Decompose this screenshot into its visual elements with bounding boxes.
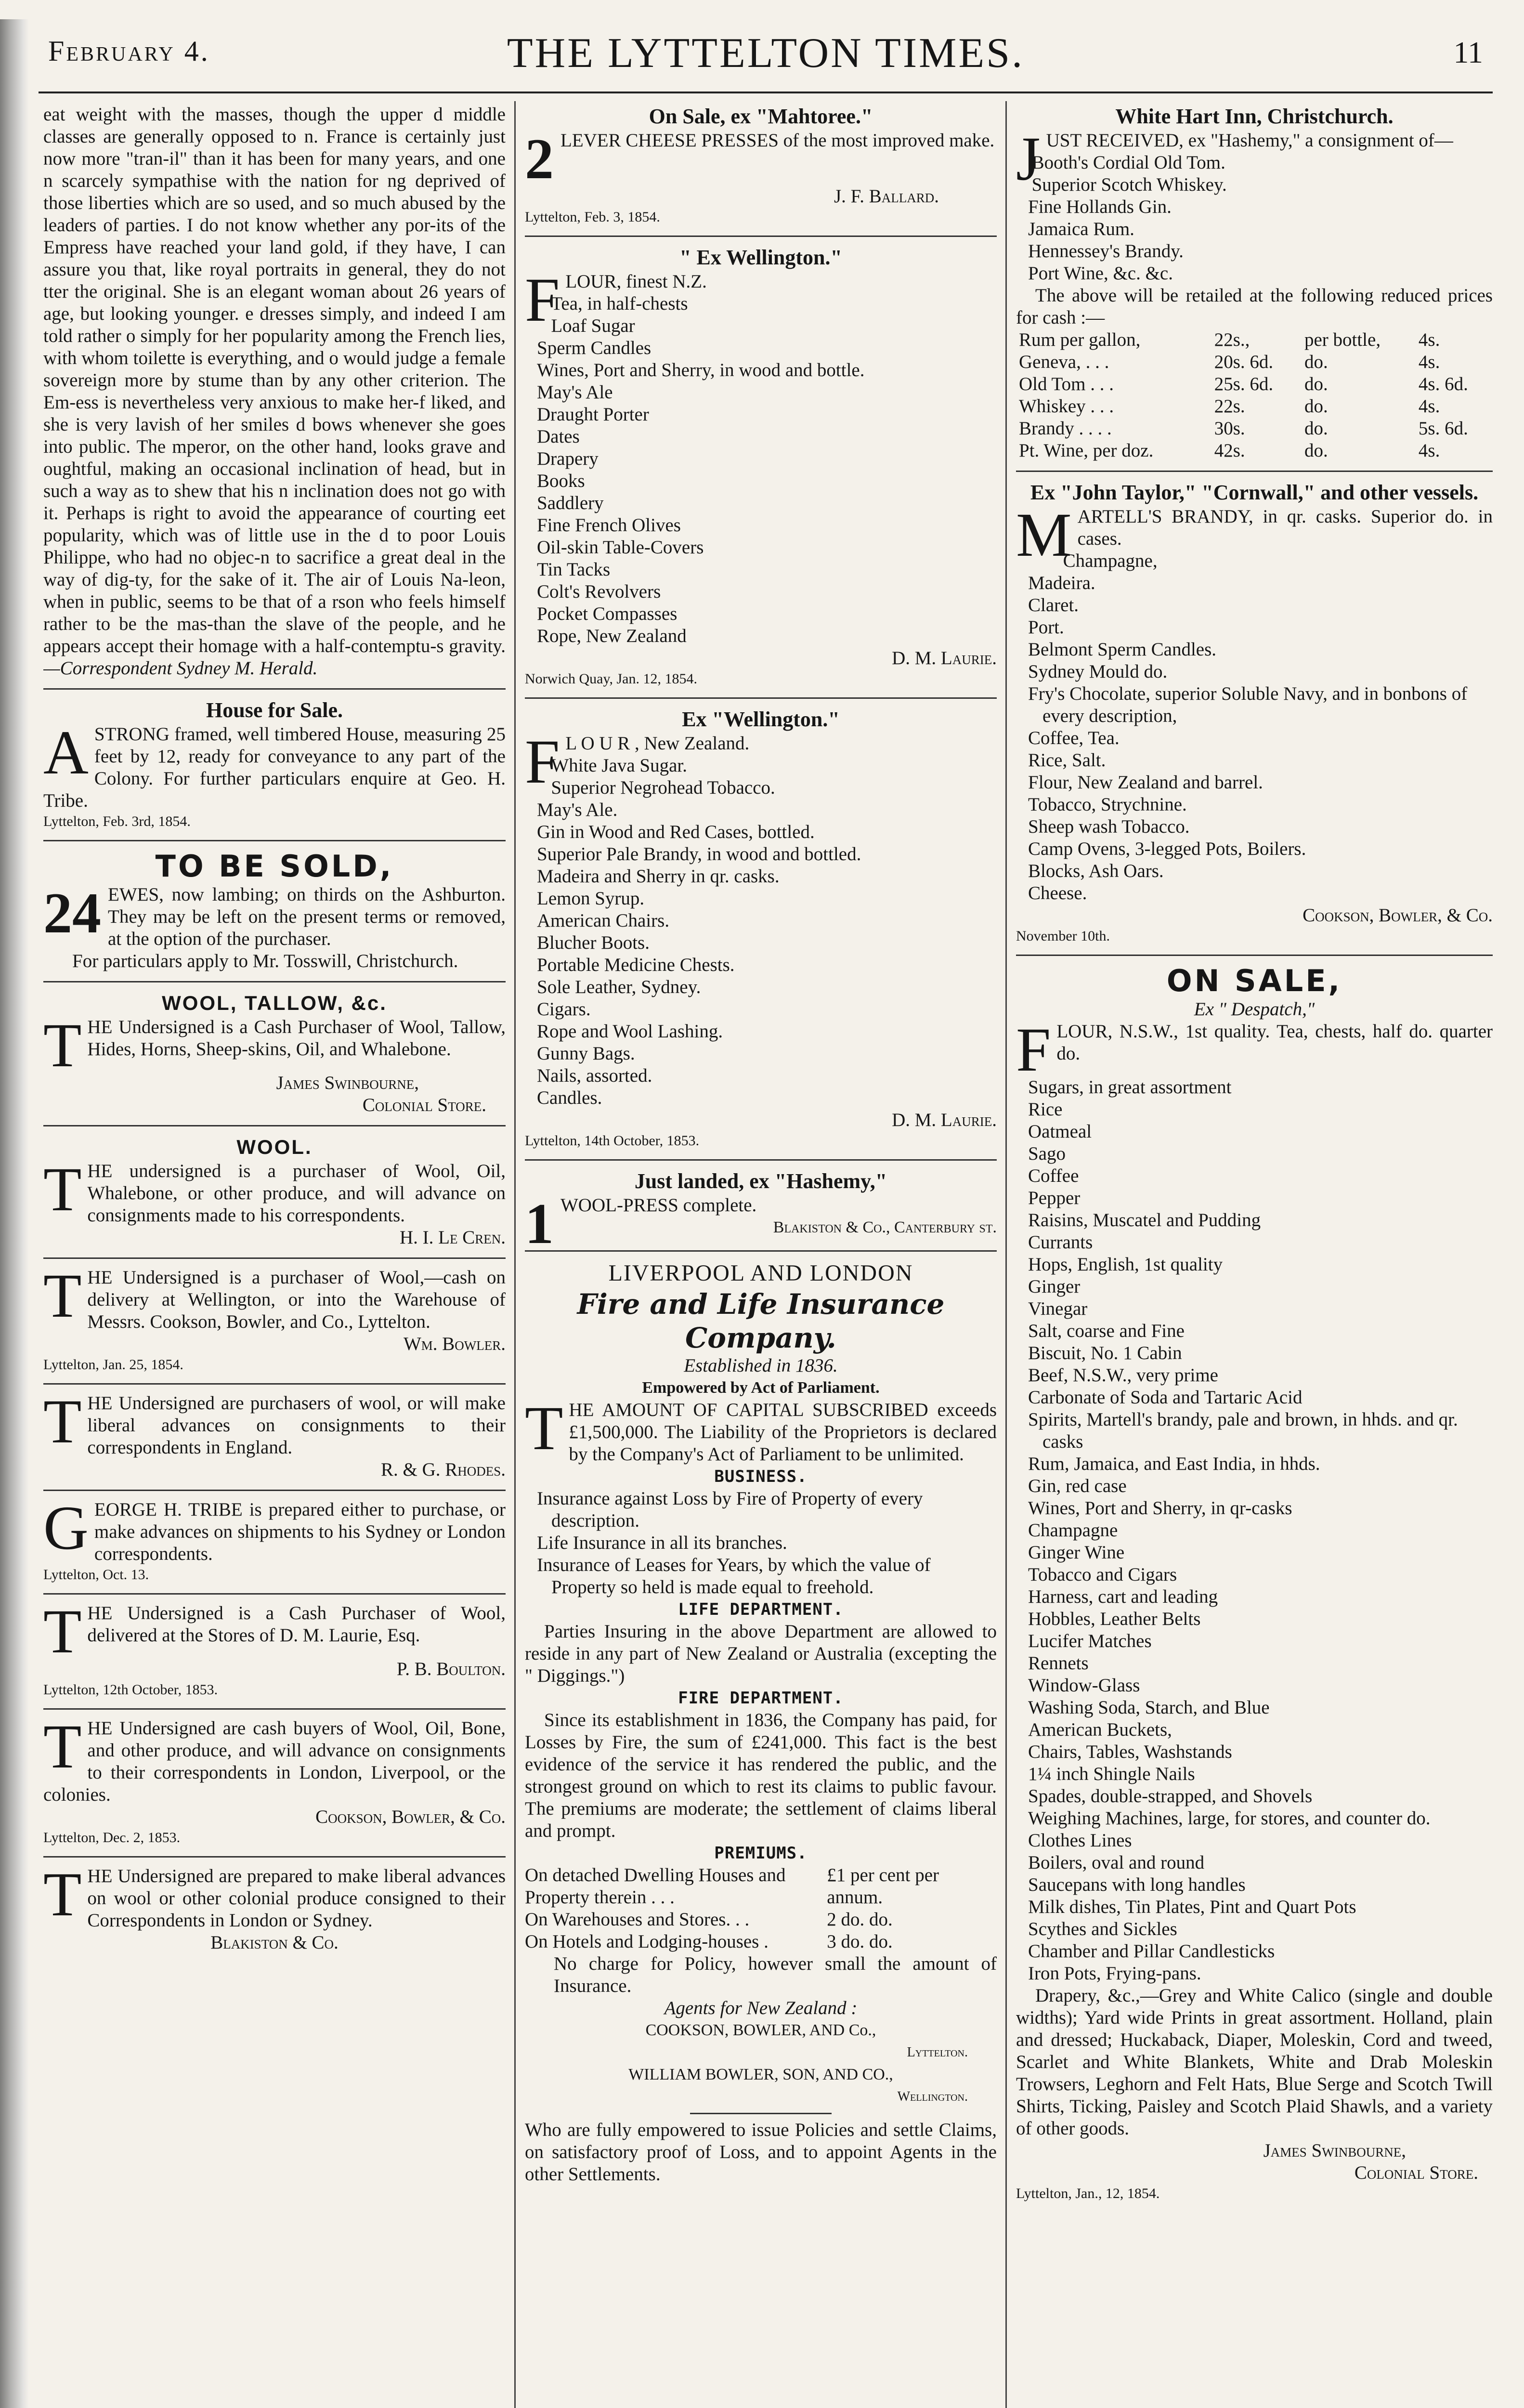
ad-signature: D. M. Laurie. <box>892 648 997 668</box>
list-item: May's Ale. <box>537 799 618 820</box>
divider <box>43 688 506 690</box>
item-list <box>525 1488 997 1598</box>
ad-heading: " Ex Wellington." <box>679 246 842 269</box>
list-item: Blucher Boots. <box>537 932 650 953</box>
list-item: Currants <box>1028 1232 1093 1253</box>
ad-heading: ON SALE, <box>1166 963 1342 998</box>
list-item: Boilers, oval and round <box>1028 1852 1205 1873</box>
page-number: 11 <box>1453 35 1483 69</box>
drop-cap: T <box>43 1387 82 1456</box>
price-cell-bottle: 4s. 6d. <box>1418 374 1468 394</box>
list-item: Ginger Wine <box>1028 1542 1125 1563</box>
ad-signature: J. F. Ballard. <box>834 186 939 207</box>
column-3 <box>1016 104 1493 2408</box>
list-item: Candles. <box>537 1087 602 1108</box>
list-item: Cigars. <box>537 999 591 1020</box>
agent-name: WILLIAM BOWLER, SON, AND CO., <box>628 2066 893 2083</box>
price-cell-item: Pt. Wine, per doz. <box>1019 440 1154 461</box>
list-item: Madeira and Sherry in qr. casks. <box>537 866 780 887</box>
ad-text: EWES, now lambing; on thirds on the Ashburton. They may be left on the present terms or removed, at the option of the purchaser. <box>108 884 506 949</box>
list-item: Gunny Bags. <box>537 1043 635 1064</box>
ad-wool-tallow <box>43 990 506 1116</box>
list-item: Nails, assorted. <box>537 1065 652 1086</box>
list-item: Gin in Wood and Red Cases, bottled. <box>537 822 815 842</box>
section-heading: LIFE DEPARTMENT. <box>678 1600 844 1619</box>
list-item: Harness, cart and leading <box>1028 1586 1218 1607</box>
list-item: Pepper <box>1028 1188 1081 1208</box>
divider <box>43 1383 506 1385</box>
price-cell-item: Rum per gallon, <box>1019 329 1141 350</box>
newspaper-title: THE LYTTELTON TIMES. <box>507 30 1025 77</box>
list-item: Scythes and Sickles <box>1028 1919 1177 1939</box>
drop-cap: F <box>1016 1015 1051 1085</box>
agents-heading: Agents for New Zealand : <box>664 1998 858 2018</box>
list-item: Window-Glass <box>1028 1675 1140 1696</box>
ad-heading: TO BE SOLD, <box>155 849 394 884</box>
ad-bowler <box>43 1261 506 1374</box>
divider <box>43 1490 506 1491</box>
ad-text: HE Undersigned is a Cash Purchaser of Wool, Tallow, Hides, Horns, Sheep-skins, Oil, and Whalebone. <box>87 1017 506 1060</box>
ad-signature: Cookson, Bowler, & Co. <box>1303 905 1493 926</box>
ad-text: HE Undersigned are prepared to make liberal advances on wool or other colonial produce consigned to their Correspondents in London or Sydney. <box>87 1866 506 1931</box>
ad-date: Lyttelton, Jan. 25, 1854. <box>43 1357 183 1373</box>
drop-cap: G <box>43 1493 89 1563</box>
ad-text: EORGE H. TRIBE is prepared either to purchase, or make advances on shipments to his Sydney or London correspondents. <box>94 1499 506 1564</box>
column-2 <box>525 104 997 2408</box>
list-item: Madeira. <box>1028 573 1095 593</box>
premium-label: On Warehouses and Stores. . . <box>525 1909 750 1930</box>
list-item: Champagne <box>1028 1520 1118 1541</box>
ad-blakiston <box>43 1860 506 1954</box>
list-item: Superior Pale Brandy, in wood and bottled. <box>537 844 861 864</box>
ad-signature-place: Colonial Store. <box>1354 2162 1478 2183</box>
price-cell-gal: 42s. <box>1214 440 1245 461</box>
ad-signature: Blakiston & Co. <box>210 1932 339 1953</box>
ad-heading: Ex "Wellington." <box>682 707 840 731</box>
agent-place: Lyttelton. <box>907 2045 968 2060</box>
price-cell-item: Brandy . . . . <box>1019 418 1112 439</box>
ad-text: HE Undersigned is a Cash Purchaser of Wool, delivered at the Stores of D. M. Laurie, Esq. <box>87 1603 506 1646</box>
list-item: Wines, Port and Sherry, in wood and bottle. <box>537 360 865 380</box>
list-item: Rum, Jamaica, and East India, in hhds. <box>1028 1453 1320 1474</box>
ad-to-be-sold <box>43 849 506 972</box>
list-item: Fine Hollands Gin. <box>1028 196 1172 217</box>
ad-signature: H. I. Le Cren. <box>400 1227 506 1248</box>
item-list <box>1016 152 1493 285</box>
divider <box>43 1708 506 1710</box>
list-item: Oatmeal <box>1028 1121 1092 1142</box>
ad-signature: D. M. Laurie. <box>892 1110 997 1130</box>
list-item: Sugars, in great assortment <box>1028 1077 1232 1098</box>
list-item: Draught Porter <box>537 404 649 425</box>
ad-text: LOUR, finest N.Z. <box>565 271 707 292</box>
item-list <box>525 755 997 1109</box>
ad-date: Lyttelton, 14th October, 1853. <box>525 1133 700 1149</box>
premium-row <box>525 1909 997 1931</box>
masthead-rule <box>39 92 1493 93</box>
divider <box>43 840 506 841</box>
ad-heading: On Sale, ex "Mahtoree." <box>649 105 873 128</box>
ad-text: ARTELL'S BRANDY, in qr. casks. Superior do. in cases. <box>1077 506 1493 549</box>
ad-heading: Just landed, ex "Hashemy," <box>634 1169 887 1193</box>
drop-number: 1 <box>525 1191 554 1256</box>
premium-row <box>525 1931 997 1953</box>
list-item: Port. <box>1028 617 1064 638</box>
ad-signature: Cookson, Bowler, & Co. <box>315 1806 506 1827</box>
list-item: Iron Pots, Frying-pans. <box>1028 1963 1201 1984</box>
premium-rate: £1 per cent per annum. <box>827 1865 939 1908</box>
list-item: Hops, English, 1st quality <box>1028 1254 1223 1275</box>
section-heading: PREMIUMS. <box>714 1844 808 1863</box>
price-row <box>1016 440 1493 462</box>
drop-cap: M <box>1016 500 1072 570</box>
ad-subheading: Ex " Despatch," <box>1194 999 1315 1020</box>
ad-text: Drapery, &c.,—Grey and White Calico (single and double widths); Yard wide Prints in great assortment. Holland, plain and dressed; Huckaback, Diaper, Moleskin, Cord and tweed, Scarlet and White Blankets, White and Drab Moleskin Trowsers, Leghorn and Felt Hats, Blue Serge and Scotch Twill Shirts, Ticking, Paisley and Scotch Plaid Shawls, and a variety of other goods. <box>1016 1985 1493 2139</box>
column-divider <box>1005 101 1007 2408</box>
ad-cookson <box>43 1712 506 1847</box>
list-item: Belmont Sperm Candles. <box>1028 639 1217 660</box>
list-item: Coffee <box>1028 1165 1079 1186</box>
premium-label: On Hotels and Lodging-houses . <box>525 1931 769 1952</box>
ad-text: HE Undersigned are cash buyers of Wool, Oil, Bone, and other produce, and will advance on consignments to their correspondents in London, Liverpool, or the colonies. <box>43 1718 506 1805</box>
list-item: Rennets <box>1028 1653 1089 1674</box>
ad-signature-place: Colonial Store. <box>362 1095 486 1115</box>
ad-text: UST RECEIVED, ex "Hashemy," a consignment of— <box>1046 130 1453 151</box>
ad-heading: Ex "John Taylor," "Cornwall," and other vessels. <box>1030 481 1479 504</box>
price-cell-unit: do. <box>1304 352 1328 372</box>
list-item: Camp Ovens, 3-legged Pots, Boilers. <box>1028 838 1306 859</box>
ad-insurance <box>525 1259 997 2186</box>
list-item: 1¼ inch Shingle Nails <box>1028 1764 1195 1784</box>
ad-text: STRONG framed, well timbered House, measuring 25 feet by 12, ready for conveyance to any part of the Colony. For further particulars enquire at Geo. H. Tribe. <box>43 724 506 811</box>
ad-text: For particulars apply to Mr. Tosswill, Christchurch. <box>72 951 458 971</box>
list-item: Life Insurance in all its branches. <box>537 1532 787 1553</box>
ad-text: Since its establishment in 1836, the Company has paid, for Losses by Fire, the sum of £241,000. This fact is the best evidence of the service it has rendered the public, and the strongest ground on which to rest its claims to public favour. The premiums are moderate; the settlement of claims liberal and prompt. <box>525 1710 997 1841</box>
divider <box>690 2113 832 2114</box>
ad-signature: R. & G. Rhodes. <box>380 1459 506 1480</box>
divider <box>43 1257 506 1259</box>
list-item: Rope and Wool Lashing. <box>537 1021 723 1042</box>
masthead <box>39 29 1493 82</box>
list-item: Tobacco, Strychnine. <box>1028 794 1187 815</box>
ad-boulton <box>43 1597 506 1700</box>
ad-date: Lyttelton, Jan., 12, 1854. <box>1016 2186 1160 2201</box>
drop-cap: T <box>43 1261 82 1331</box>
premium-rate: 2 do. do. <box>827 1909 893 1930</box>
ad-ex-wellington-1 <box>525 245 997 689</box>
price-cell-gal: 25s. 6d. <box>1214 374 1274 394</box>
price-cell-unit: per bottle, <box>1304 329 1381 350</box>
ad-hashemy <box>525 1168 997 1256</box>
price-row <box>1016 395 1493 418</box>
list-item: Champagne, <box>1063 550 1158 571</box>
list-item: Spirits, Martell's brandy, pale and brown, in hhds. and qr. casks <box>1028 1409 1458 1452</box>
list-item: Flour, New Zealand and barrel. <box>1028 772 1263 793</box>
ad-mahtoree <box>525 104 997 227</box>
article-text: eat weight with the masses, though the upper d middle classes are generally opposed to n. France is certainly just now more "tran-il" than it has been for many years, and one n scarcely sympathise with the nation for ng deprived of those liberties which are so used, and so much abused by the leaders of parties. I do not know whether any por-its of the Empress have reached your land gold, if they have, I can assure you that, like royal portraits in general, they do not tter the original. She is an elegant woman about 26 years of age, but looking younger. e dresses simply, and indeed I am told rather o simply for her popularity among the French lies, with whom toilette is everything, and o would judge a female sovereign more by stume than by any other criterion. The Em-ess is nevertheless very anxious to make her-f liked, and she is very lavish of her smiles d bows whenever she goes into public. The mperor, on the other hand, looks grave and oughtful, making an occasional inclination of head, but in such a way as to shew that his n inclination does not go with it. Perhaps is right to avoid the appearance of courting eet popularity, which was of little use in the d to poor Louis Philippe, who had no objec-n to sacrifice a great deal in the way of dig-ty, for the sake of it. The air of Louis Na-leon, when in public, seems to be that of a rson who feels himself rather to be the mas-than the slave of the people, and he appears accept their homage with a half-contemptu-s gravity. <box>43 104 506 656</box>
divider <box>525 236 997 237</box>
ad-text: Who are fully empowered to issue Policies and settle Claims, on satisfactory proof of Loss, and to appoint Agents in the other Settlements. <box>525 2120 997 2185</box>
list-item: Ginger <box>1028 1276 1081 1297</box>
ad-text: HE Undersigned are purchasers of wool, or will make liberal advances on consignments to their correspondents in England. <box>87 1393 506 1458</box>
price-cell-bottle: 4s. <box>1418 396 1440 417</box>
ad-on-sale <box>1016 964 1493 2203</box>
ad-text: Parties Insuring in the above Department are allowed to reside in any part of New Zealand or Australia (excepting the " Diggings.") <box>525 1621 997 1686</box>
price-cell-item: Geneva, . . . <box>1019 352 1109 372</box>
ad-signature: James Swinbourne, <box>276 1073 419 1093</box>
list-item: Sperm Candles <box>537 338 651 358</box>
drop-cap: T <box>43 1011 82 1080</box>
item-list <box>1016 1076 1493 1985</box>
list-item: Gin, red case <box>1028 1476 1127 1496</box>
drop-cap: T <box>43 1597 82 1666</box>
list-item: Loaf Sugar <box>551 315 635 336</box>
list-item: Cheese. <box>1028 883 1087 903</box>
drop-cap: F <box>525 727 560 797</box>
price-row <box>1016 351 1493 373</box>
list-item: Portable Medicine Chests. <box>537 955 735 975</box>
ad-heading: White Hart Inn, Christchurch. <box>1115 105 1394 128</box>
list-item: Hobbles, Leather Belts <box>1028 1609 1201 1629</box>
list-item: Colt's Revolvers <box>537 581 661 602</box>
list-item: Drapery <box>537 448 599 469</box>
list-item: Sago <box>1028 1143 1066 1164</box>
premium-label: On detached Dwelling Houses and Property therein . . . <box>525 1865 786 1908</box>
price-row <box>1016 418 1493 440</box>
section-heading: FIRE DEPARTMENT. <box>678 1688 844 1708</box>
list-item: Fry's Chocolate, superior Soluble Navy, and in bonbons of every description, <box>1028 683 1468 726</box>
list-item: Carbonate of Soda and Tartaric Acid <box>1028 1387 1303 1408</box>
list-item: Insurance against Loss by Fire of Property of every description. <box>537 1488 923 1531</box>
list-item: Dates <box>537 426 580 447</box>
list-item: Biscuit, No. 1 Cabin <box>1028 1343 1182 1363</box>
price-cell-unit: do. <box>1304 374 1328 394</box>
ad-text: HE AMOUNT OF CAPITAL SUBSCRIBED exceeds £1,500,000. The Liability of the Proprietors is declared by the Company's Act of Parliament to be unlimited. <box>569 1400 997 1465</box>
price-row <box>1016 373 1493 395</box>
price-cell-gal: 20s. 6d. <box>1214 352 1274 372</box>
divider <box>43 1856 506 1858</box>
list-item: Tin Tacks <box>537 559 611 580</box>
column-divider <box>514 101 516 2408</box>
list-item: Superior Scotch Whiskey. <box>1031 174 1227 195</box>
list-item: Books <box>537 471 585 491</box>
price-cell-bottle: 5s. 6d. <box>1418 418 1468 439</box>
ad-date: Lyttelton, Feb. 3, 1854. <box>525 209 660 225</box>
drop-cap: T <box>525 1394 563 1463</box>
list-item: American Chairs. <box>537 910 670 931</box>
article <box>43 104 506 680</box>
drop-cap: T <box>43 1860 82 1929</box>
ad-signature: Blakiston & Co., Canterbury st. <box>773 1218 997 1236</box>
ad-white-hart <box>1016 104 1493 462</box>
drop-number: 24 <box>43 881 101 945</box>
ad-heading: WOOL. <box>236 1136 313 1158</box>
price-cell-bottle: 4s. <box>1418 352 1440 372</box>
list-item: Raisins, Muscatel and Pudding <box>1028 1210 1261 1230</box>
company-name: Fire and Life Insurance Company. <box>577 1288 945 1354</box>
divider <box>43 1593 506 1595</box>
list-item: Hennessey's Brandy. <box>1028 241 1184 262</box>
divider <box>1016 471 1493 472</box>
ad-text: HE undersigned is a purchaser of Wool, Oil, Whalebone, or other produce, and will advance on consignments made to his correspondents. <box>87 1161 506 1226</box>
ad-date: Lyttelton, Feb. 3rd, 1854. <box>43 813 191 829</box>
list-item: May's Ale <box>537 382 613 403</box>
list-item: Port Wine, &c. &c. <box>1028 263 1173 284</box>
price-cell-bottle: 4s. <box>1418 329 1440 350</box>
list-item: White Java Sugar. <box>551 755 687 776</box>
drop-cap: A <box>43 718 89 787</box>
list-item: Blocks, Ash Oars. <box>1028 861 1164 881</box>
premium-rate: 3 do. do. <box>827 1931 893 1952</box>
list-item: Washing Soda, Starch, and Blue <box>1028 1697 1270 1718</box>
list-item: Coffee, Tea. <box>1028 728 1120 748</box>
price-cell-unit: do. <box>1304 396 1328 417</box>
agent-name: COOKSON, BOWLER, AND Co., <box>645 2021 876 2039</box>
drop-number: 2 <box>525 127 554 191</box>
price-cell-item: Old Tom . . . <box>1019 374 1114 394</box>
section-heading: BUSINESS. <box>714 1467 808 1486</box>
divider <box>525 697 997 699</box>
list-item: Insurance of Leases for Years, by which the value of Property so held is made equal to freehold. <box>537 1555 931 1597</box>
issue-date: February 4. <box>48 35 210 67</box>
divider <box>525 1250 997 1252</box>
ad-rhodes <box>43 1387 506 1481</box>
price-cell-bottle: 4s. <box>1418 440 1440 461</box>
list-item: Pocket Compasses <box>537 603 677 624</box>
ad-date: Lyttelton, 12th October, 1853. <box>43 1682 218 1698</box>
list-item: Saddlery <box>537 493 604 513</box>
ad-text: HE Undersigned is a purchaser of Wool,—cash on delivery at Wellington, or into the Warehouse of Messrs. Cookson, Bowler, and Co., Lyttelton. <box>87 1267 506 1332</box>
ad-signature: Wm. Bowler. <box>403 1334 506 1354</box>
list-item: Sydney Mould do. <box>1028 661 1168 682</box>
item-list <box>1016 550 1493 904</box>
ad-heading: House for Sale. <box>206 698 343 722</box>
ad-signature: P. B. Boulton. <box>396 1659 506 1679</box>
list-item: Beef, N.S.W., very prime <box>1028 1365 1218 1386</box>
agent-place: Wellington. <box>897 2089 968 2104</box>
ad-wool <box>43 1134 506 1249</box>
column-1 <box>43 104 506 2408</box>
list-item: Claret. <box>1028 595 1079 615</box>
list-item: Rope, New Zealand <box>537 626 687 646</box>
ad-date: Lyttelton, Oct. 13. <box>43 1567 149 1583</box>
list-item: Lucifer Matches <box>1028 1631 1152 1651</box>
ad-date: November 10th. <box>1016 928 1110 944</box>
list-item: Sole Leather, Sydney. <box>537 977 701 997</box>
list-item: Jamaica Rum. <box>1028 219 1134 239</box>
list-item: Fine French Olives <box>537 515 681 536</box>
list-item: American Buckets, <box>1028 1719 1172 1740</box>
price-cell-unit: do. <box>1304 440 1328 461</box>
empowered: Empowered by Act of Parliament. <box>642 1379 880 1397</box>
divider <box>43 981 506 982</box>
price-table <box>1016 329 1493 462</box>
ad-heading: WOOL, TALLOW, &c. <box>162 992 387 1014</box>
list-item: Spades, double-strapped, and Shovels <box>1028 1786 1313 1806</box>
price-cell-unit: do. <box>1304 418 1328 439</box>
list-item: Booth's Cordial Old Tom. <box>1031 152 1225 173</box>
price-cell-gal: 22s., <box>1214 329 1250 350</box>
price-cell-item: Whiskey . . . <box>1019 396 1114 417</box>
ad-text: L O U R , New Zealand. <box>565 733 750 754</box>
price-cell-gal: 30s. <box>1214 418 1245 439</box>
list-item: Weighing Machines, large, for stores, and counter do. <box>1028 1808 1431 1829</box>
ad-tribe <box>43 1493 506 1584</box>
item-list <box>525 293 997 647</box>
drop-cap: J <box>1016 124 1041 194</box>
ad-john-taylor <box>1016 480 1493 946</box>
list-item: Salt, coarse and Fine <box>1028 1321 1185 1341</box>
price-cell-gal: 22s. <box>1214 396 1245 417</box>
article-signoff: —Correspondent Sydney M. Herald. <box>43 658 318 679</box>
list-item: Vinegar <box>1028 1298 1088 1319</box>
price-row <box>1016 329 1493 351</box>
list-item: Oil-skin Table-Covers <box>537 537 704 558</box>
list-item: Clothes Lines <box>1028 1830 1132 1851</box>
drop-cap: T <box>43 1712 82 1781</box>
ad-date: Norwich Quay, Jan. 12, 1854. <box>525 671 697 687</box>
list-item: Rice, Salt. <box>1028 750 1106 771</box>
ad-text: The above will be retailed at the following reduced prices for cash :— <box>1016 285 1493 328</box>
ad-house-for-sale <box>43 697 506 831</box>
premium-row <box>525 1864 997 1909</box>
ad-heading: LIVERPOOL AND LONDON <box>608 1260 913 1286</box>
established: Established in 1836. <box>684 1355 838 1376</box>
list-item: Superior Negrohead Tobacco. <box>551 777 775 798</box>
list-item: Tobacco and Cigars <box>1028 1564 1177 1585</box>
drop-cap: F <box>525 265 560 335</box>
drop-cap: T <box>43 1155 82 1224</box>
list-item: Saucepans with long handles <box>1028 1874 1246 1895</box>
divider <box>43 1125 506 1126</box>
divider <box>1016 955 1493 956</box>
list-item: Sheep wash Tobacco. <box>1028 816 1190 837</box>
list-item: Chamber and Pillar Candlesticks <box>1028 1941 1275 1962</box>
ad-text: LEVER CHEESE PRESSES of the most improved make. <box>560 130 995 151</box>
ad-signature: James Swinbourne, <box>1263 2140 1406 2161</box>
ad-ex-wellington-2 <box>525 707 997 1151</box>
binding-shadow <box>0 19 29 2408</box>
ad-text: No charge for Policy, however small the amount of Insurance. <box>554 1953 997 1996</box>
divider <box>525 1159 997 1161</box>
list-item: Tea, in half-chests <box>551 293 688 314</box>
ad-date: Lyttelton, Dec. 2, 1853. <box>43 1830 181 1845</box>
ad-text: LOUR, N.S.W., 1st quality. Tea, chests, half do. quarter do. <box>1056 1021 1493 1064</box>
list-item: Rice <box>1028 1099 1063 1120</box>
ad-text: WOOL-PRESS complete. <box>560 1195 757 1216</box>
list-item: Chairs, Tables, Washstands <box>1028 1741 1232 1762</box>
list-item: Wines, Port and Sherry, in qr-casks <box>1028 1498 1292 1518</box>
list-item: Milk dishes, Tin Plates, Pint and Quart Pots <box>1028 1897 1356 1917</box>
list-item: Lemon Syrup. <box>537 888 645 909</box>
